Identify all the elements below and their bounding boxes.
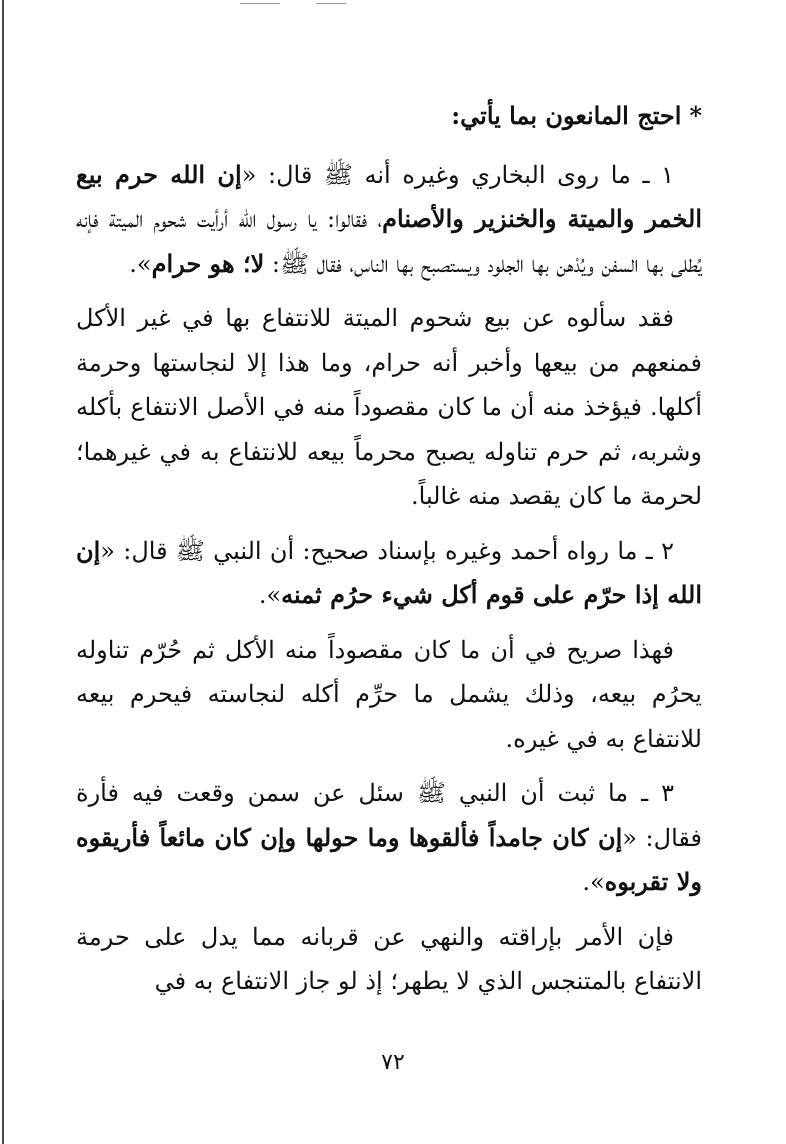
hadith-quote-3: إن كان جامداً فألقوها وما حولها وإن كان مائعاً فأريقوه ولا تقربوه (76, 822, 702, 896)
paragraph-1 (76, 153, 702, 287)
scan-left-edge-lower (2, 560, 4, 1000)
paragraph-3-end: ». (258, 581, 282, 609)
hadith-quote-2: إن الله إذا حرّم على قوم أكل شيء حرُم ثمنه (76, 535, 702, 609)
scan-top-mark (316, 3, 346, 4)
heading-text: احتج المانعون بما يأتي: (451, 101, 682, 130)
paragraph-1-intro: ١ ـ ما روى البخاري وغيره أنه ﷺ قال: « (241, 160, 674, 189)
paragraph-1-end: ». (129, 249, 152, 278)
page-body (76, 94, 702, 1004)
scan-top-mark (240, 3, 280, 4)
section-heading (76, 94, 702, 139)
paragraph-4: فهذا صريح في أن ما كان مقصوداً منه الأكل ثم حُرّم تناوله يحرُم بيعه، وذلك يشمل ما حرِّم أكله لنجاسته فيحرم بيعه للانتفاع به في غيره. (76, 635, 702, 753)
paragraph-2: فقد سألوه عن بيع شحوم الميتة للانتفاع بها في غير الأكل فمنعهم من بيعها وأخبر أنه حرام، وما هذا إلا لنجاستها وحرمة أكلها. فيؤخذ منه أن ما كان مقصوداً منه في الأصل الانتفاع بأكله وشربه، ثم حرم تناوله يصبح محرماً بيعه للانتفاع به في غيرهما؛ لحرمة ما كان يقصد منه غالباً. (76, 304, 702, 510)
paragraph-3 (76, 529, 702, 618)
heading-bullet: * (689, 101, 702, 130)
paragraph-3-intro: ٢ ـ ما رواه أحمد وغيره بإسناد صحيح: أن النبي ﷺ قال: « (100, 536, 674, 565)
paragraph-1-middle: ، فقالوا: يا رسول الله أرأيت شحوم الميتة فإنه يُطلى بها السفن ويُدْهن بها الجلود ويستصبح بها الناس، فقال ﷺ: (76, 205, 702, 278)
hadith-quote-1: إن الله حرم بيع الخمر والميتة والخنزير والأصنام (76, 159, 702, 233)
paragraph-5-intro: ٣ ـ ما ثبت أن النبي ﷺ سئل عن سمن وقعت فيه فأرة فقال: « (76, 779, 703, 852)
hadith-answer-1: لا؛ هو حرام (151, 248, 265, 278)
paragraph-5 (76, 771, 702, 905)
page-number: ٧٢ (381, 1050, 405, 1075)
paragraph-6: فإن الأمر بإراقته والنهي عن قربانه مما يدل على حرمة الانتفاع بالمتنجس الذي لا يطهر؛ إذ لو جاز الانتفاع به في (76, 922, 702, 995)
paragraph-5-end: ». (582, 868, 605, 896)
